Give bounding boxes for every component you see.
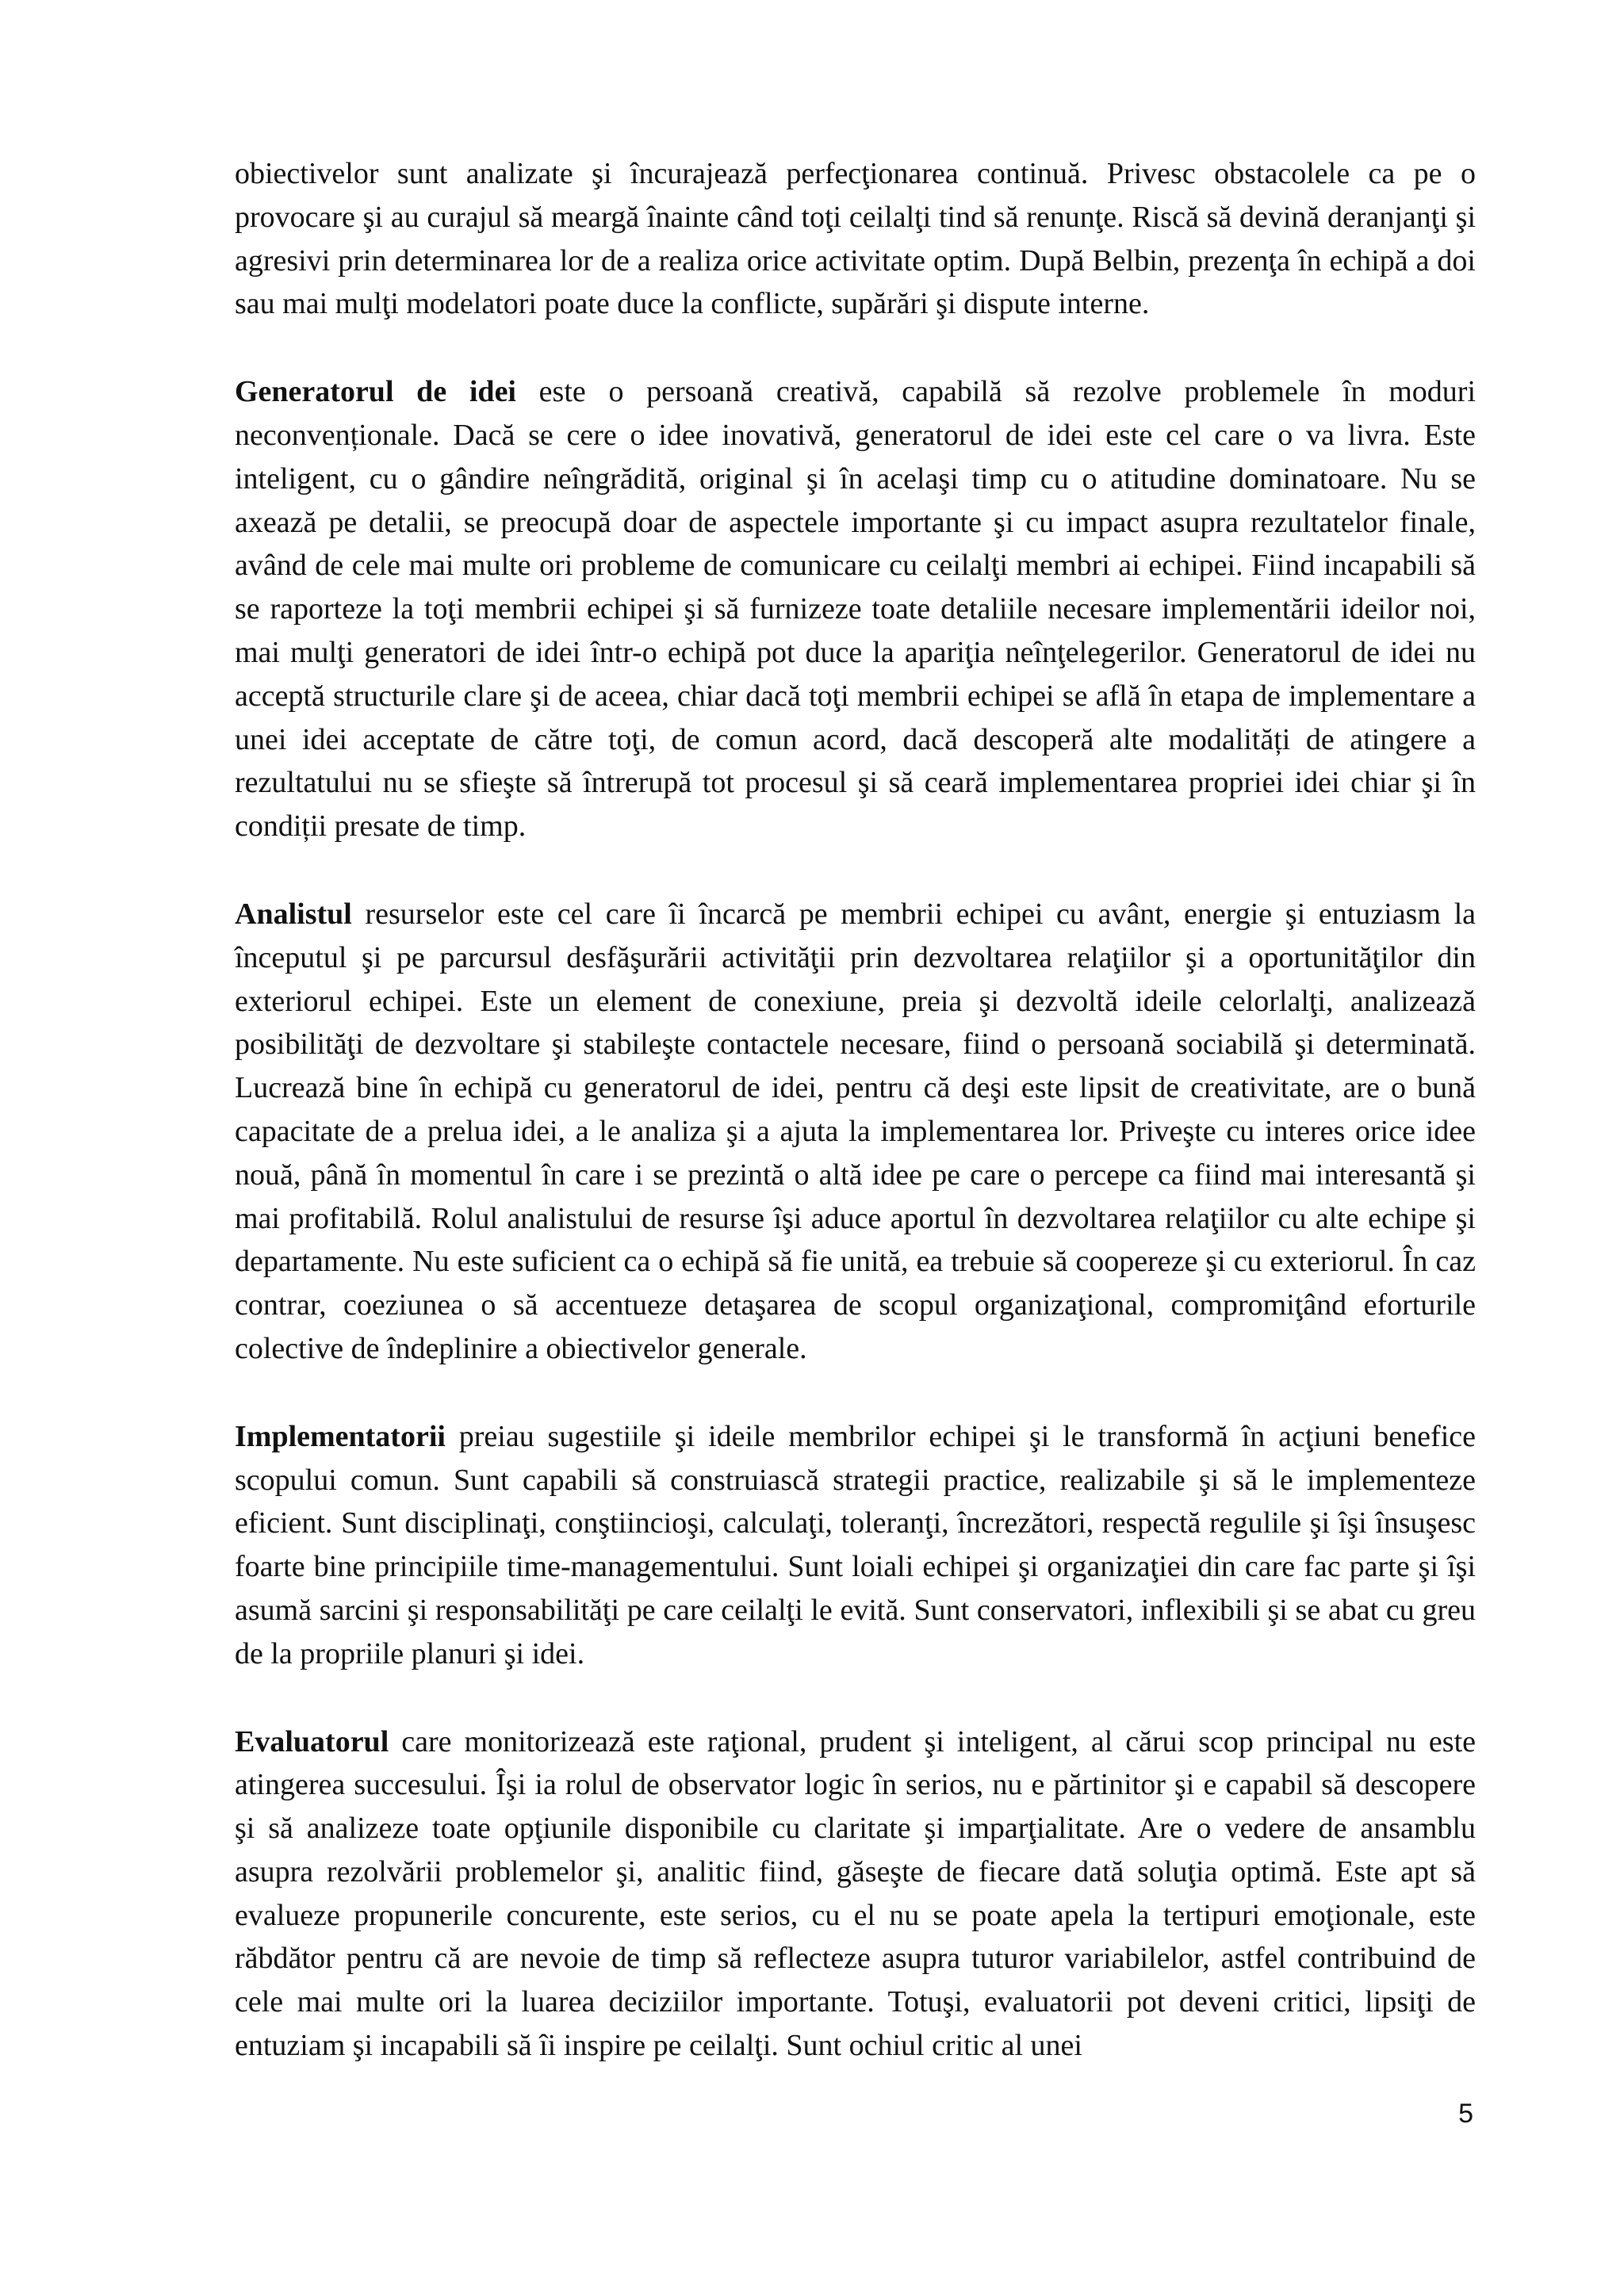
paragraph-evaluatorul [235, 1720, 1476, 2068]
text-body [235, 152, 1476, 2068]
paragraph-text: preiau sugestiile şi ideile membrilor echipei şi le transformă în acţiuni benefice scopului comun. Sunt capabili să construiască strategii practice, realizabile şi să le implementeze eficient. Sunt disciplinaţi, conştiincioşi, calculaţi, toleranţi, încrezători, respectă regulile şi îşi însuşesc foarte bine principiile time-managementului. Sunt loiali echipei şi organizaţiei din care fac parte şi îşi asumă sarcini şi responsabilităţi pe care ceilalţi le evită. Sunt conservatori, inflexibili şi se abat cu greu de la propriile planuri şi idei. [235, 1419, 1476, 1670]
paragraph-term: Generatorul de idei [235, 375, 516, 409]
paragraph-text: este o persoană creativă, capabilă să rezolve problemele în moduri neconvenționale. Dacă se cere o idee inovativă, generatorul de idei este cel care o va livra. Este inteligent, cu o gândire neîngrădită, original şi în acelaşi timp cu o atitudine dominatoare. Nu se axează pe detalii, se preocupă doar de aspectele importante şi cu impact asupra rezultatelor finale, având de cele mai multe ori probleme de comunicare cu ceilalţi membri ai echipei. Fiind incapabili să se raporteze la toţi membrii echipei şi să furnizeze toate detaliile necesare implementării ideilor noi, mai mulţi generatori de idei într-o echipă pot duce la apariţia neînţelegerilor. Generatorul de idei nu acceptă structurile clare şi de aceea, chiar dacă toţi membrii echipei se află în etapa de implementare a unei idei acceptate de către toţi, de comun acord, dacă descoperă alte modalități de atingere a rezultatului nu se sfieşte să întrerupă tot procesul şi să ceară implementarea propriei idei chiar şi în condiții presate de timp. [235, 375, 1477, 844]
paragraph-text: resurselor este cel care îi încarcă pe membrii echipei cu avânt, energie şi entuziasm la începutul şi pe parcursul desfăşurării activităţii prin dezvoltarea relaţiilor şi a oportunităţilor din exteriorul echipei. Este un element de conexiune, preia şi dezvoltă ideile celorlalţi, analizează posibilităţi de dezvoltare şi stabileşte contactele necesare, fiind o persoană sociabilă şi determinată. Lucrează bine în echipă cu generatorul de idei, pentru că deşi este lipsit de creativitate, are o bună capacitate de a prelua idei, a le analiza şi a ajuta la implementarea lor. Priveşte cu interes orice idee nouă, până în momentul în care i se prezintă o altă idee pe care o percepe ca fiind mai interesantă şi mai profitabilă. Rolul analistului de resurse îşi aduce aportul în dezvoltarea relaţiilor cu alte echipe şi departamente. Nu este suficient ca o echipă să fie unită, ea trebuie să coopereze şi cu exteriorul. În caz contrar, coeziunea o să accentueze detaşarea de scopul organizaţional, compromiţând eforturile colective de îndeplinire a obiectivelor generale. [235, 897, 1476, 1365]
paragraph-modelatori-continuation [235, 152, 1476, 326]
paragraph-analistul-resurselor [235, 893, 1476, 1371]
paragraph-term: Implementatorii [235, 1419, 446, 1453]
paragraph-text: obiectivelor sunt analizate şi încurajează perfecţionarea continuă. Privesc obstacolele ca pe o provocare şi au curajul să meargă înainte când toţi ceilalţi tind să renunţe. Riscă să devină deranjanţi şi agresivi prin determinarea lor de a realiza orice activitate optim. După Belbin, prezenţa în echipă a doi sau mai mulţi modelatori poate duce la conflicte, supărări şi dispute interne. [235, 157, 1476, 321]
page-number: 5 [1458, 2099, 1473, 2129]
paragraph-text: care monitorizează este raţional, prudent şi inteligent, al cărui scop principal nu este atingerea succesului. Îşi ia rolul de observator logic în serios, nu e părtinitor şi e capabil să descopere şi să analizeze toate opţiunile disponibile cu claritate şi imparţialitate. Are o vedere de ansamblu asupra rezolvării problemelor şi, analitic fiind, găseşte de fiecare dată soluţia optimă. Este apt să evalueze propunerile concurente, este serios, cu el nu se poate apela la tertipuri emoţionale, este răbdător pentru că are nevoie de timp să reflecteze asupra tuturor variabilelor, astfel contribuind de cele mai multe ori la luarea deciziilor importante. Totuşi, evaluatorii pot deveni critici, lipsiţi de entuziam şi incapabili să îi inspire pe ceilalţi. Sunt ochiul critic al unei [235, 1724, 1476, 2063]
paragraph-term: Evaluatorul [235, 1724, 389, 1758]
paragraph-implementatorii [235, 1415, 1476, 1676]
paragraph-term: Analistul [235, 897, 352, 931]
paragraph-generatorul-de-idei [235, 370, 1476, 848]
